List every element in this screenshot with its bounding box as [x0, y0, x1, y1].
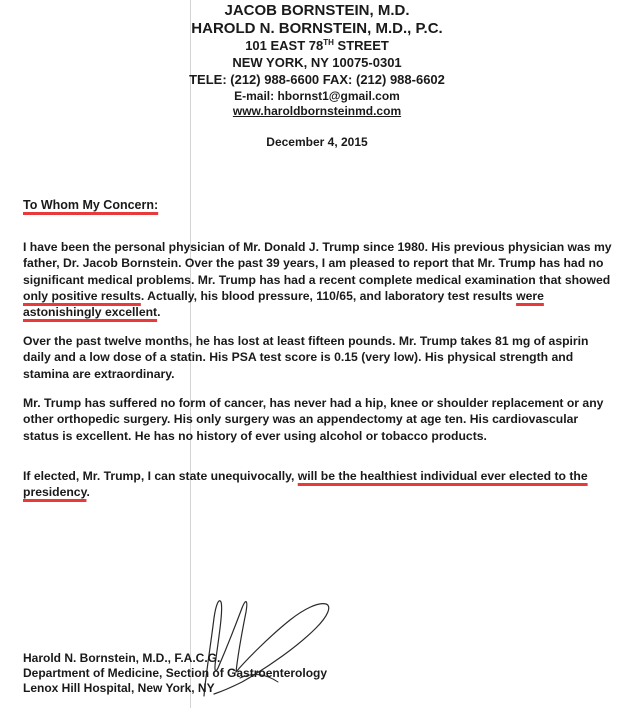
signer-department: Department of Medicine, Section of Gastroenterology [23, 666, 328, 680]
highlight-healthiest-individual: will be the healthiest individual ever elected to the presidency [23, 469, 588, 500]
p1-text-c: . [157, 305, 161, 320]
p4-text-b: . [86, 485, 90, 500]
street-suffix: TH [323, 38, 334, 47]
letterhead-name-jacob: JACOB BORNSTEIN, M.D. [224, 2, 410, 19]
body-paragraph-2: Over the past twelve months, he has lost at least fifteen pounds. Mr. Trump takes 81 mg of aspirin daily and a low dose of a statin. His PSA test score is 0.15 (very low). His physical strength and stamina are extraordinary. [23, 334, 589, 381]
highlight-positive-results: only positive results [23, 288, 141, 303]
letterhead-website-link[interactable]: www.haroldbornsteinmd.com [232, 104, 402, 118]
p1-text-a: I have been the personal physician of Mr. Donald J. Trump since 1980. His previous physician was my father, Dr. Jacob Bornstein. Over the past 39 years, I am pleased to report that Mr. Trump has had no significant medical problems. Mr. Trump has had a recent complete medical examination that showed [23, 240, 612, 287]
p1-text-b: . Actually, his blood pressure, 110/65, and laboratory test results [140, 288, 517, 303]
salutation: To Whom My Concern: [23, 198, 159, 212]
signer-hospital: Lenox Hill Hospital, New York, NY [23, 681, 215, 695]
letterhead-email: E-mail: hbornst1@gmail.com [234, 89, 400, 103]
letter-date: December 4, 2015 [266, 135, 368, 149]
letterhead-city: NEW YORK, NY 10075-0301 [232, 55, 402, 70]
p4-text-a: If elected, Mr. Trump, I can state unequivocally, [23, 469, 298, 483]
letterhead-phones: TELE: (212) 988-6600 FAX: (212) 988-6602 [189, 72, 445, 87]
signature-block [23, 651, 327, 696]
body-paragraph-4 [23, 468, 615, 501]
street-number: 101 EAST 78 [245, 38, 324, 53]
letterhead-street [0, 38, 634, 53]
highlight-astonishingly-excellent: were astonishingly excellent [23, 288, 544, 320]
letterhead-name-harold: HAROLD N. BORNSTEIN, M.D., P.C. [191, 20, 443, 37]
street-name: STREET [333, 38, 389, 53]
body-paragraph-1 [23, 239, 615, 320]
body-paragraph-3: Mr. Trump has suffered no form of cancer, has never had a hip, knee or shoulder replacement or any other orthopedic surgery. His only surgery was an appendectomy at age ten. His cardiovascular status is excellent. He has no history of ever using alcohol or tobacco products. [23, 396, 604, 443]
signer-name: Harold N. Bornstein, M.D., F.A.C.G. [23, 651, 221, 665]
